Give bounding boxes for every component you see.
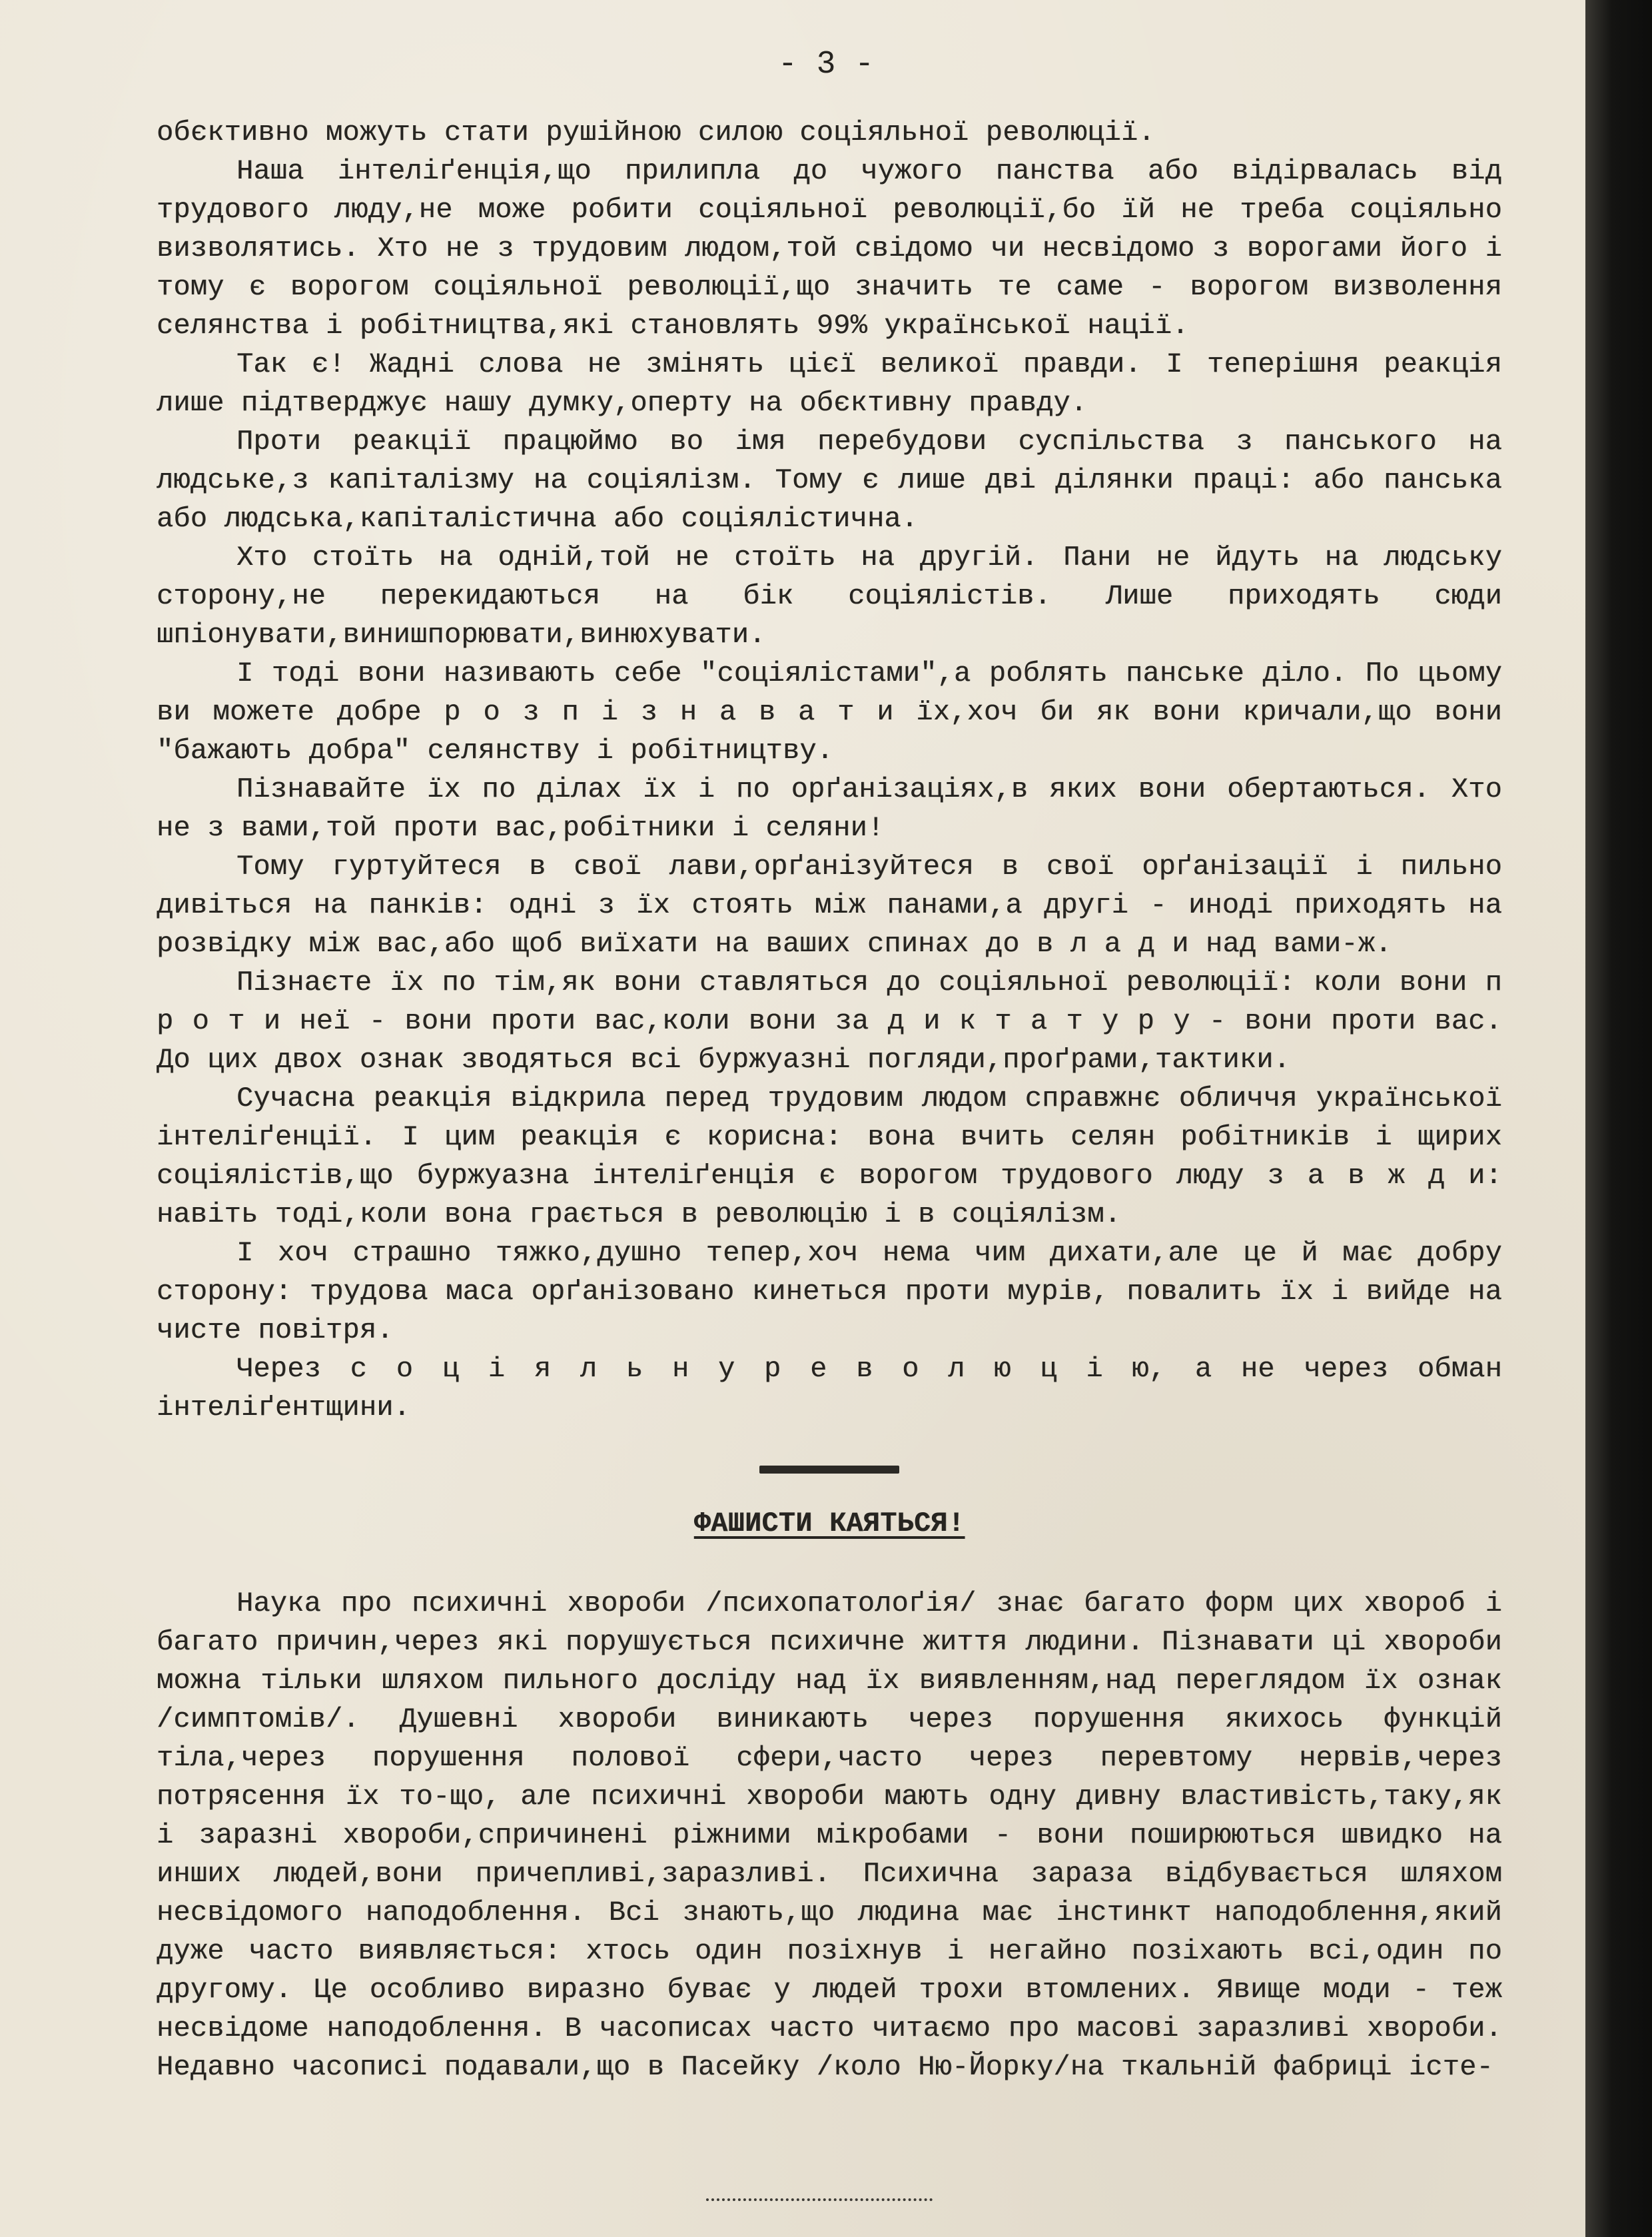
paragraph: Так є! Жадні слова не змінять цієї великої правди. І теперішня реакція лише підтверджує нашу думку,оперту на обєктивну правду. bbox=[157, 348, 1502, 419]
paragraph: І хоч страшно тяжко,душно тепер,хоч нема чим дихати,але це й має добру сторону: трудова маса орґанізовано кинеться проти мурів, повалить їх і вийде на чисте повітря. bbox=[157, 1237, 1502, 1346]
background-edge bbox=[1585, 0, 1652, 2237]
paragraph: Наша інтеліґенція,що прилипла до чужого панства або відірвалась від трудового люду,не може робити соціяльної революції,бо їй не треба соціяльно визволятись. Хто не з трудовим людом,той свідомо чи несвідомо з ворогами його і тому є ворогом соціяльної революції,що значить те саме - ворогом визволення селянства і робітництва,які становлять 99% української нації. bbox=[157, 155, 1502, 342]
paragraph: І тоді вони називають себе "соціялістами",а роблять панське діло. По цьому ви можете добре р о з п і з н а в а т и їх,хоч би як вони кричали,що вони "бажають добра" селянству і робітництву. bbox=[157, 658, 1502, 767]
paragraph: Проти реакції працюймо во імя перебудови суспільства з панського на людське,з капіталізму на соціялізм. Тому є лише дві ділянки праці: або панська або людська,капіталістична або соціялістична. bbox=[157, 426, 1502, 535]
footer-dots bbox=[706, 2198, 933, 2204]
paragraph: Через с о ц і я л ь н у р е в о л ю ц і ю, а не через обман інтеліґентщини. bbox=[157, 1353, 1502, 1424]
paragraph: Тому гуртуйтеся в свої лави,орґанізуйтеся в свої орґанізації і пильно дивіться на панків: одні з їх стоять між панами,а другі - иноді приходять на розвідку між вас,або щоб виїхати на ваших спинах до в л а д и над вами-ж. bbox=[157, 851, 1502, 960]
paragraph: Пізнаєте їх по тім,як вони ставляться до соціяльної революції: коли вони п р о т и неї - вони проти вас,коли вони за д и к т а т у р у - вони проти вас. До цих двох ознак зводяться всі буржуазні погляди,проґрами,тактики. bbox=[157, 967, 1502, 1076]
typed-text-body bbox=[157, 113, 1502, 2086]
paragraph: Пізнавайте їх по ділах їх і по орґанізаціях,в яких вони обертаються. Хто не з вами,той проти вас,робітники і селяни! bbox=[157, 773, 1502, 844]
section-separator bbox=[759, 1466, 899, 1474]
article-title: ФАШИСТИ КАЯТЬСЯ! bbox=[693, 1508, 965, 1540]
paragraph: Сучасна реакція відкрила перед трудовим людом справжнє обличчя української інтеліґенції. І цим реакція є корисна: вона вчить селян робітників і щирих соціялістів,що буржуазна інтеліґенція є ворогом трудового люду з а в ж д и: навіть тоді,коли вона грається в революцію і в соціялізм. bbox=[157, 1083, 1502, 1230]
paragraph: обєктивно можуть стати рушійною силою соціяльної революції. bbox=[157, 117, 1155, 149]
paragraph: Хто стоїть на одній,той не стоїть на другій. Пани не йдуть на людську сторону,не перекидаються на бік соціялістів. Лише приходять сюди шпіонувати,винишпорювати,винюхувати. bbox=[157, 542, 1502, 651]
article-fascists bbox=[157, 1504, 1502, 2086]
article-continued bbox=[157, 113, 1502, 1427]
paragraph: Наука про психичні хвороби /психопатолоґія/ знає багато форм цих хвороб і багато причин,через які порушується психичне життя людини. Пізнавати ці хвороби можна тільки шляхом пильного досліду над їх виявленням,над переглядом їх ознак /симптомів/. Душевні хвороби виникають через порушення якихось функцій тіла,через порушення полової сфери,часто через перевтому нервів,через потрясення їх то-що, але психичні хвороби мають одну дивну властивість,таку,як і заразні хвороби,спричинені ріжними мікробами - вони поширюються швидко на инших людей,вони причепливі,заразливі. Психична зараза відбувається шляхом несвідомого наподоблення. Всі знають,що людина має інстинкт наподоблення,який дуже часто виявляється: хтось один позіхнув і негайно позіхають всі,один по другому. Це особливо виразно буває у людей трохи втомлених. Явище моди - теж несвідоме наподоблення. В часописах часто читаємо про масові заразливі хвороби. Недавно часописі подавали,що в Пасейку /коло Ню-Йорку/на ткальній фабриці істе- bbox=[157, 1587, 1502, 2083]
page-number: - 3 - bbox=[777, 47, 875, 83]
